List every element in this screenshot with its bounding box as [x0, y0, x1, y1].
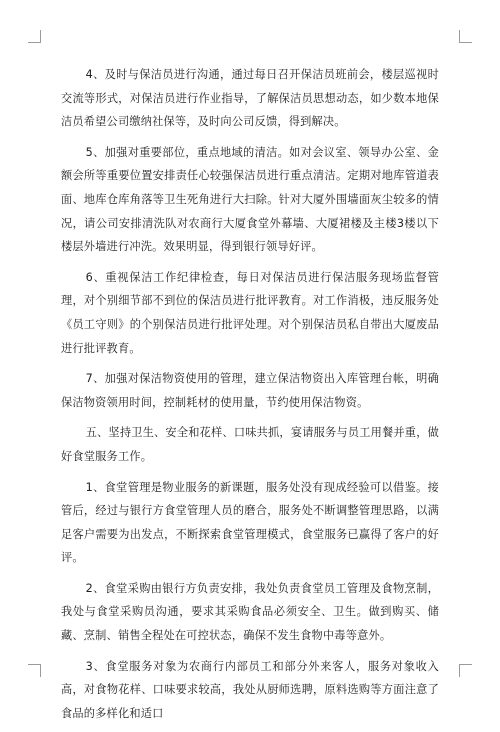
crop-mark-top-left [28, 30, 41, 43]
crop-mark-bottom-right [459, 664, 472, 677]
paragraph-item-3: 3、食堂服务对象为农商行内部员工和部分外来客人，服务对象收入高，对食物花样、口味要求较高，我处从厨师选聘，原料选购等方面注意了食品的多样化和适口 [61, 659, 439, 720]
paragraph-item-1: 1、食堂管理是物业服务的新课题，服务处没有现成经验可以借鉴。接管后，经过与银行方食堂管理人员的磨合，服务处不断调整管理思路，以满足客户需要为出发点，不断探索食堂管理模式，食堂服务已赢得了客户的好评。 [61, 480, 439, 565]
section-heading-five: 五、坚持卫生、安全和花样、口味共抓，宴请服务与员工用餐并重，做好食堂服务工作。 [61, 426, 439, 463]
crop-mark-bottom-left [28, 664, 41, 677]
paragraph-item-4: 4、及时与保洁员进行沟通，通过每日召开保洁员班前会，楼层巡视时交流等形式，对保洁员进行作业指导，了解保洁员思想动态，如少数本地保洁员希望公司缴纳社保等，及时向公司反馈，得到解决。 [61, 68, 439, 129]
document-body [61, 63, 439, 732]
crop-mark-top-right [459, 30, 472, 43]
paragraph-item-6: 6、重视保洁工作纪律检查，每日对保洁员进行保洁服务现场监督管理，对个别细节部不到位的保洁员进行批评教育。对工作消极，违反服务处《员工守则》的个别保洁员进行批评处理。对个别保洁员私自带出大厦废品进行批评教育。 [61, 270, 439, 355]
paragraph-item-2: 2、食堂采购由银行方负责安排，我处负责食堂员工管理及食物烹制，我处与食堂采购员沟通，要求其采购食品必须安全、卫生。做到购买、储藏、烹制、销售全程处在可控状态，确保不发生食物中毒等意外。 [61, 581, 439, 643]
paragraph-item-7: 7、加强对保洁物资使用的管理，建立保洁物资出入库管理台帐，明确保洁物资领用时间，控制耗材的使用量，节约使用保洁物资。 [61, 372, 439, 409]
paragraph-item-5: 5、加强对重要部位，重点地域的清洁。如对会议室、领导办公室、金额会所等重要位置安排责任心较强保洁员进行重点清洁。定期对地库管道表面、地库仓库角落等卫生死角进行大扫除。针对大厦外围墙面灰尘较多的情况，请公司安排清洗队对农商行大厦食堂外幕墙、大厦裙楼及主楼3楼以下楼层外墙进行冲洗。效果明显，得到银行领导好评。 [61, 145, 439, 254]
